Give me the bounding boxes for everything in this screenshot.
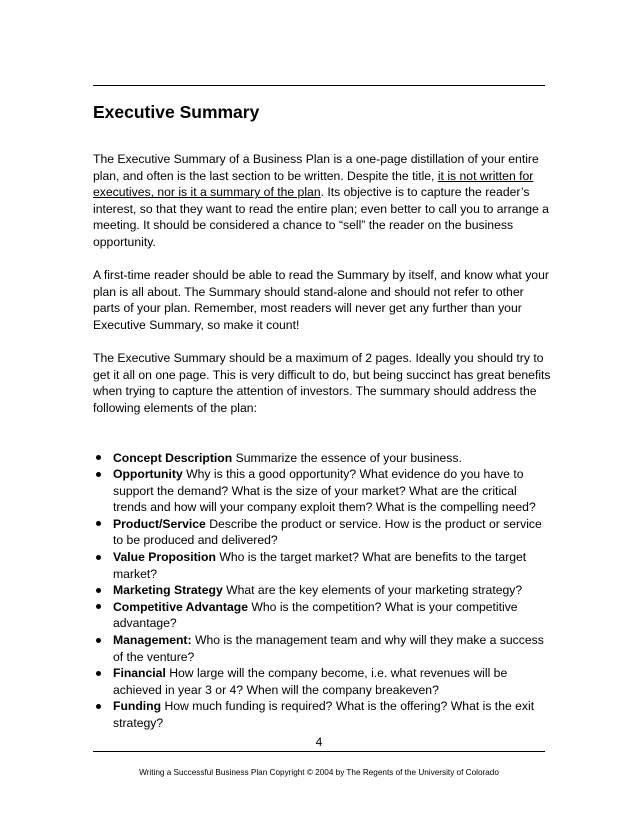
item-term: Opportunity [113, 467, 183, 482]
item-text: Describe the product or service. How is the product or service to be produced and delivered? [113, 516, 542, 548]
bullet-icon [96, 588, 101, 593]
bullet-icon [96, 455, 101, 460]
bullet-icon [96, 521, 101, 526]
item-text: Who is the management team and why will they make a success of the venture? [113, 633, 544, 664]
bullet-icon [96, 604, 101, 609]
bullet-icon [96, 638, 101, 643]
item-term: Competitive Advantage [113, 599, 248, 614]
list-item [93, 516, 553, 549]
page-number: 4 [315, 735, 323, 749]
paragraph-intro [93, 151, 553, 251]
elements-list [93, 450, 553, 732]
item-term: Product/Service [113, 516, 206, 531]
item-text: How much funding is required? What is the offering? What is the exit strategy? [113, 699, 535, 730]
item-text: What are the key elements of your marketing strategy? [222, 583, 523, 598]
item-text: How large will the company become, i.e. what revenues will be achieved in year 3 or 4? When will the company breakeven? [113, 666, 508, 697]
item-term: Marketing Strategy [113, 583, 223, 598]
bullet-icon [96, 704, 101, 709]
list-item [93, 549, 553, 582]
paragraph-length: The Executive Summary should be a maximum of 2 pages. Ideally you should try to get it all on one page. This is very difficult to do, but being succinct has great benefits when trying to capture the attention of investors. The summary should address the following elements of the plan: [93, 351, 551, 415]
list-item [93, 665, 553, 698]
paragraph-intro-end: . Its objective is to capture the reader’s interest, so that they want to read the entire plan; even better to call you to arrange a meeting. It should be considered a chance to “sell” the reader on the business opportunity. [93, 185, 549, 249]
paragraph-intro-start: The Executive Summary of a Business Plan is a one-page distillation of your entire plan, and often is the last section to be written. Despite the title, [93, 152, 539, 183]
list-item [93, 450, 553, 467]
item-term: Funding [113, 699, 162, 714]
list-item [93, 599, 553, 632]
bullet-icon [96, 555, 101, 560]
item-text: Summarize the essence of your business. [232, 450, 462, 465]
document-body [93, 100, 553, 732]
paragraph-reader: A first-time reader should be able to read the Summary by itself, and know what your plan is all about. The Summary should stand-alone and should not refer to other parts of your plan. Remember, most readers will never get any further than your Executive Summary, so make it count! [93, 268, 549, 332]
header-rule [93, 85, 545, 86]
list-item [93, 698, 553, 731]
footer-rule [93, 751, 545, 752]
item-term: Financial [113, 666, 166, 681]
list-item [93, 632, 553, 665]
item-text: Who is the target market? What are benefits to the target market? [113, 550, 527, 581]
list-item [93, 582, 553, 599]
item-text: Why is this a good opportunity? What evidence do you have to support the demand? What is the size of your market? What are the critical trends and how will your company exploit them? What is the compelling need? [113, 467, 536, 515]
item-text: Who is the competition? What is your competitive advantage? [113, 599, 518, 631]
item-term: Management: [113, 633, 192, 648]
item-term: Concept Description [113, 450, 233, 465]
underlined-phrase: it is not written for executives, nor is it a summary of the plan [93, 168, 534, 200]
section-heading: Executive Summary [93, 102, 260, 122]
bullet-icon [96, 472, 101, 477]
bullet-icon [96, 671, 101, 676]
list-item [93, 466, 553, 516]
item-term: Value Proposition [113, 550, 216, 565]
footer-copyright: Writing a Successful Business Plan Copyright © 2004 by The Regents of the University of Colorado [139, 768, 499, 777]
